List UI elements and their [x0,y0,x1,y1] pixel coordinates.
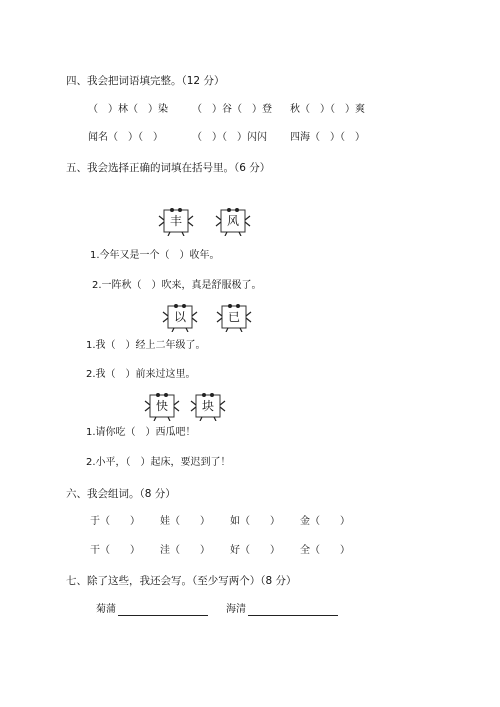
section4-row2-item3: 四海（ ）（ ） [290,132,365,143]
choice-char: 丰 [169,214,182,228]
section6-row2-item2: 洼（ ） [160,545,210,556]
section4-row1-item2: （ ）谷（ ）登 [192,104,272,115]
choice-char: 快 [155,399,168,413]
section7-heading: 七、除了这些，我还会写。（至少写两个）（8 分） [66,575,297,587]
section5-g2-sentence1: 1.我（ ）经上二年级了。 [86,340,206,351]
choice-char: 已 [227,310,240,324]
section6-row1-item3: 如（ ） [230,516,280,527]
section4-row1-item3: 秋（ ）（ ）爽 [290,104,365,115]
section6-row2-item4: 全（ ） [300,545,350,556]
section4-row2-item1: 闻名（ ）（ ） [88,132,163,143]
choice-card-yi2 [216,302,252,332]
choice-card-feng1 [158,206,194,236]
section7-item2-blank [248,615,338,616]
choice-card-kuai1 [144,391,180,421]
section6-row2-item3: 好（ ） [230,545,280,556]
section5-g3-sentence1: 1.请你吃（ ）西瓜吧！ [86,427,196,438]
section7-item1-label: 菊蒲 [96,604,116,615]
section5-heading: 五、我会选择正确的词填在括号里。（6 分） [66,162,271,174]
choice-card-yi1 [162,302,198,332]
section6-heading: 六、我会组词。（8 分） [66,488,176,500]
choice-char: 块 [201,399,214,413]
section7-item1-blank [118,615,208,616]
section6-row1-item1: 于（ ） [90,516,140,527]
choice-card-kuai2 [190,391,226,421]
section5-g1-sentence2: 2.一阵秋（ ）吹来，真是舒服极了。 [92,280,262,291]
section5-g1-sentence1: 1.今年又是一个（ ）收年。 [90,250,220,261]
section6-row2-item1: 干（ ） [90,545,140,556]
choice-card-feng2 [215,206,251,236]
section4-row1-item1: （ ）林（ ）染 [88,104,168,115]
section4-heading: 四、我会把词语填完整。（12 分） [66,75,225,87]
section4-row2-item2: （ ）（ ）闪闪 [192,132,267,143]
choice-char: 风 [226,214,239,228]
section5-g2-sentence2: 2.我（ ）前来过这里。 [86,369,196,380]
section6-row1-item4: 金（ ） [300,516,350,527]
section7-item2-label: 海清 [226,604,246,615]
choice-char: 以 [173,310,186,324]
section6-row1-item2: 娃（ ） [160,516,210,527]
section5-g3-sentence2: 2.小平，（ ）起床，要迟到了！ [86,457,231,468]
